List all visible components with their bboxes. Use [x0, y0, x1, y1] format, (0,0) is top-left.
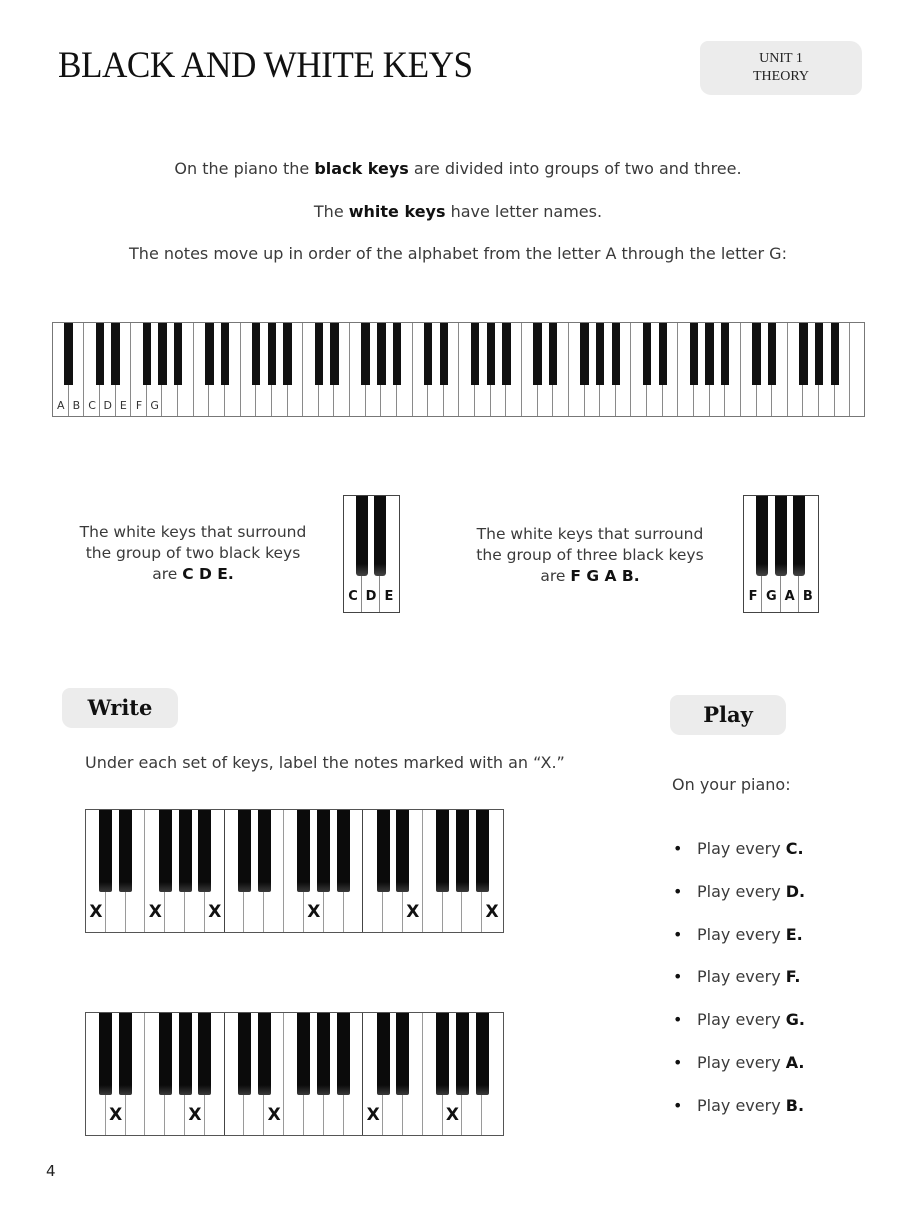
play-instruction-text: Play every [697, 839, 786, 858]
black-key [580, 323, 588, 385]
black-key [111, 323, 119, 385]
unit-label: UNIT 1 [759, 51, 803, 66]
black-key [198, 1013, 211, 1095]
black-key [436, 1013, 449, 1095]
x-mark: X [109, 1105, 123, 1125]
unit-badge [700, 41, 862, 95]
black-key [252, 323, 260, 385]
write-exercise-keyboard-1 [85, 809, 504, 933]
key-letter-label: G [150, 399, 159, 412]
play-instruction-text: Play every [697, 924, 786, 944]
black-key [815, 323, 823, 385]
key-letter-label: B [72, 399, 81, 412]
black-key [159, 1013, 172, 1095]
x-mark: X [366, 1105, 380, 1125]
x-mark: X [148, 902, 162, 922]
intro-line-3: The notes move up in order of the alphabet from the letter A through the letter G: [129, 244, 787, 263]
black-key [221, 323, 229, 385]
play-intro: On your piano: [672, 775, 791, 794]
black-key [159, 810, 172, 892]
black-key [612, 323, 620, 385]
key-letter-label: A [784, 589, 795, 604]
black-key [283, 323, 291, 385]
black-key [424, 323, 432, 385]
key-letter-label: A [57, 399, 65, 412]
black-key [330, 323, 338, 385]
black-key [456, 810, 469, 892]
x-mark: X [208, 902, 222, 922]
black-key [476, 1013, 489, 1095]
write-instruction: Under each set of keys, label the notes marked with an “X.” [85, 753, 565, 772]
cde-keyboard-diagram [343, 495, 400, 613]
x-mark: X [445, 1105, 460, 1125]
description-line [455, 566, 725, 587]
three-group-description [455, 524, 725, 587]
two-group-description [58, 522, 328, 585]
play-list-item [670, 1053, 890, 1096]
black-key [297, 1013, 310, 1095]
black-key [768, 323, 776, 385]
black-key [377, 323, 385, 385]
black-key [337, 810, 350, 892]
black-key [396, 1013, 409, 1095]
black-key [258, 810, 271, 892]
play-list-item [670, 925, 890, 968]
note-name: C. [785, 839, 804, 858]
black-key [596, 323, 604, 385]
play-section-tag: Play [670, 695, 786, 735]
black-key [198, 810, 211, 892]
black-key [643, 323, 651, 385]
note-names: F G A B. [570, 567, 640, 585]
black-key [268, 323, 276, 385]
play-list-item [670, 1096, 890, 1139]
black-key [356, 496, 368, 576]
x-mark: X [307, 902, 321, 922]
play-list-item [670, 967, 890, 1010]
note-name: G. [785, 1010, 805, 1030]
page-title: BLACK AND WHITE KEYS [58, 45, 473, 86]
black-key [337, 1013, 350, 1095]
x-mark: X [89, 902, 103, 922]
play-checklist [670, 839, 890, 1139]
note-names: C D E. [182, 565, 234, 583]
intro-text: The [313, 202, 349, 221]
key-letter-label: B [802, 589, 813, 604]
black-key [775, 496, 787, 576]
black-key [721, 323, 729, 385]
key-letter-label: F [748, 589, 758, 604]
description-line [58, 564, 328, 585]
black-key [119, 1013, 132, 1095]
black-key [476, 810, 489, 892]
black-key [440, 323, 448, 385]
intro-text: are divided into groups of two and three. [408, 159, 742, 178]
play-instruction-text: Play every [697, 1095, 786, 1115]
black-key [377, 1013, 390, 1095]
black-key [705, 323, 713, 385]
write-section-tag: Write [62, 688, 178, 728]
key-letter-label: C [348, 589, 358, 604]
play-instruction-text: Play every [697, 967, 786, 987]
black-key [99, 810, 112, 892]
key-letter-label: E [384, 589, 394, 604]
write-exercise-keyboard-2 [85, 1012, 504, 1136]
black-key [393, 323, 401, 385]
black-key [533, 323, 541, 385]
unit-section-label: THEORY [753, 69, 809, 84]
black-key [317, 1013, 330, 1095]
play-list-item [670, 1010, 890, 1053]
key-letter-label: C [88, 399, 96, 412]
white-key [850, 323, 865, 416]
key-letter-label: F [135, 399, 143, 412]
black-key [317, 810, 330, 892]
x-mark: X [267, 1105, 281, 1125]
note-name: F. [785, 967, 801, 987]
black-key [396, 810, 409, 892]
note-name: D. [785, 881, 806, 901]
full-piano-keyboard [52, 322, 865, 417]
black-key [690, 323, 698, 385]
note-name: B. [785, 1095, 805, 1115]
play-instruction-text: Play every [697, 881, 786, 901]
black-key [487, 323, 495, 385]
note-name: A. [785, 1052, 805, 1072]
key-letter-label: D [103, 399, 112, 412]
play-instruction-text: Play every [697, 1052, 786, 1072]
black-key [238, 810, 251, 892]
black-key [258, 1013, 271, 1095]
black-key [96, 323, 104, 385]
x-mark: X [406, 902, 420, 922]
black-key [793, 496, 805, 576]
intro-text: have letter names. [445, 202, 603, 221]
key-letter-label: D [365, 589, 377, 604]
page-number: 4 [46, 1162, 56, 1180]
key-letter-label: G [766, 589, 777, 604]
black-key [456, 1013, 469, 1095]
black-key [831, 323, 839, 385]
description-text: are [152, 565, 183, 583]
black-key [436, 810, 449, 892]
x-mark: X [188, 1105, 202, 1125]
black-key [179, 810, 192, 892]
black-key [143, 323, 151, 385]
black-key [179, 1013, 192, 1095]
intro-emphasis: white keys [348, 202, 446, 221]
black-key [205, 323, 213, 385]
black-key [315, 323, 323, 385]
black-key [64, 323, 72, 385]
description-text: are [540, 567, 571, 585]
play-list-item [670, 882, 890, 925]
intro-line-1 [0, 159, 916, 178]
black-key [752, 323, 760, 385]
black-key [297, 810, 310, 892]
black-key [361, 323, 369, 385]
black-key [238, 1013, 251, 1095]
description-line: The white keys that surround [79, 523, 307, 541]
black-key [756, 496, 768, 576]
play-list-item [670, 839, 890, 882]
intro-emphasis: black keys [314, 159, 409, 178]
play-instruction-text: Play every [697, 1010, 786, 1030]
black-key [659, 323, 667, 385]
black-key [99, 1013, 112, 1095]
black-key [174, 323, 182, 385]
black-key [377, 810, 390, 892]
x-mark: X [485, 902, 499, 922]
black-key [502, 323, 510, 385]
description-line: The white keys that surround [476, 525, 704, 543]
black-key [471, 323, 479, 385]
black-key [799, 323, 807, 385]
black-key [158, 323, 166, 385]
black-key [374, 496, 386, 576]
fgab-keyboard-diagram [743, 495, 819, 613]
intro-text: On the piano the [174, 159, 315, 178]
description-line: the group of two black keys [85, 544, 301, 562]
intro-line-2 [0, 202, 916, 221]
note-name: E. [785, 924, 803, 944]
description-line: the group of three black keys [476, 546, 704, 564]
black-key [549, 323, 557, 385]
black-key [119, 810, 132, 892]
key-letter-label: E [119, 399, 127, 412]
